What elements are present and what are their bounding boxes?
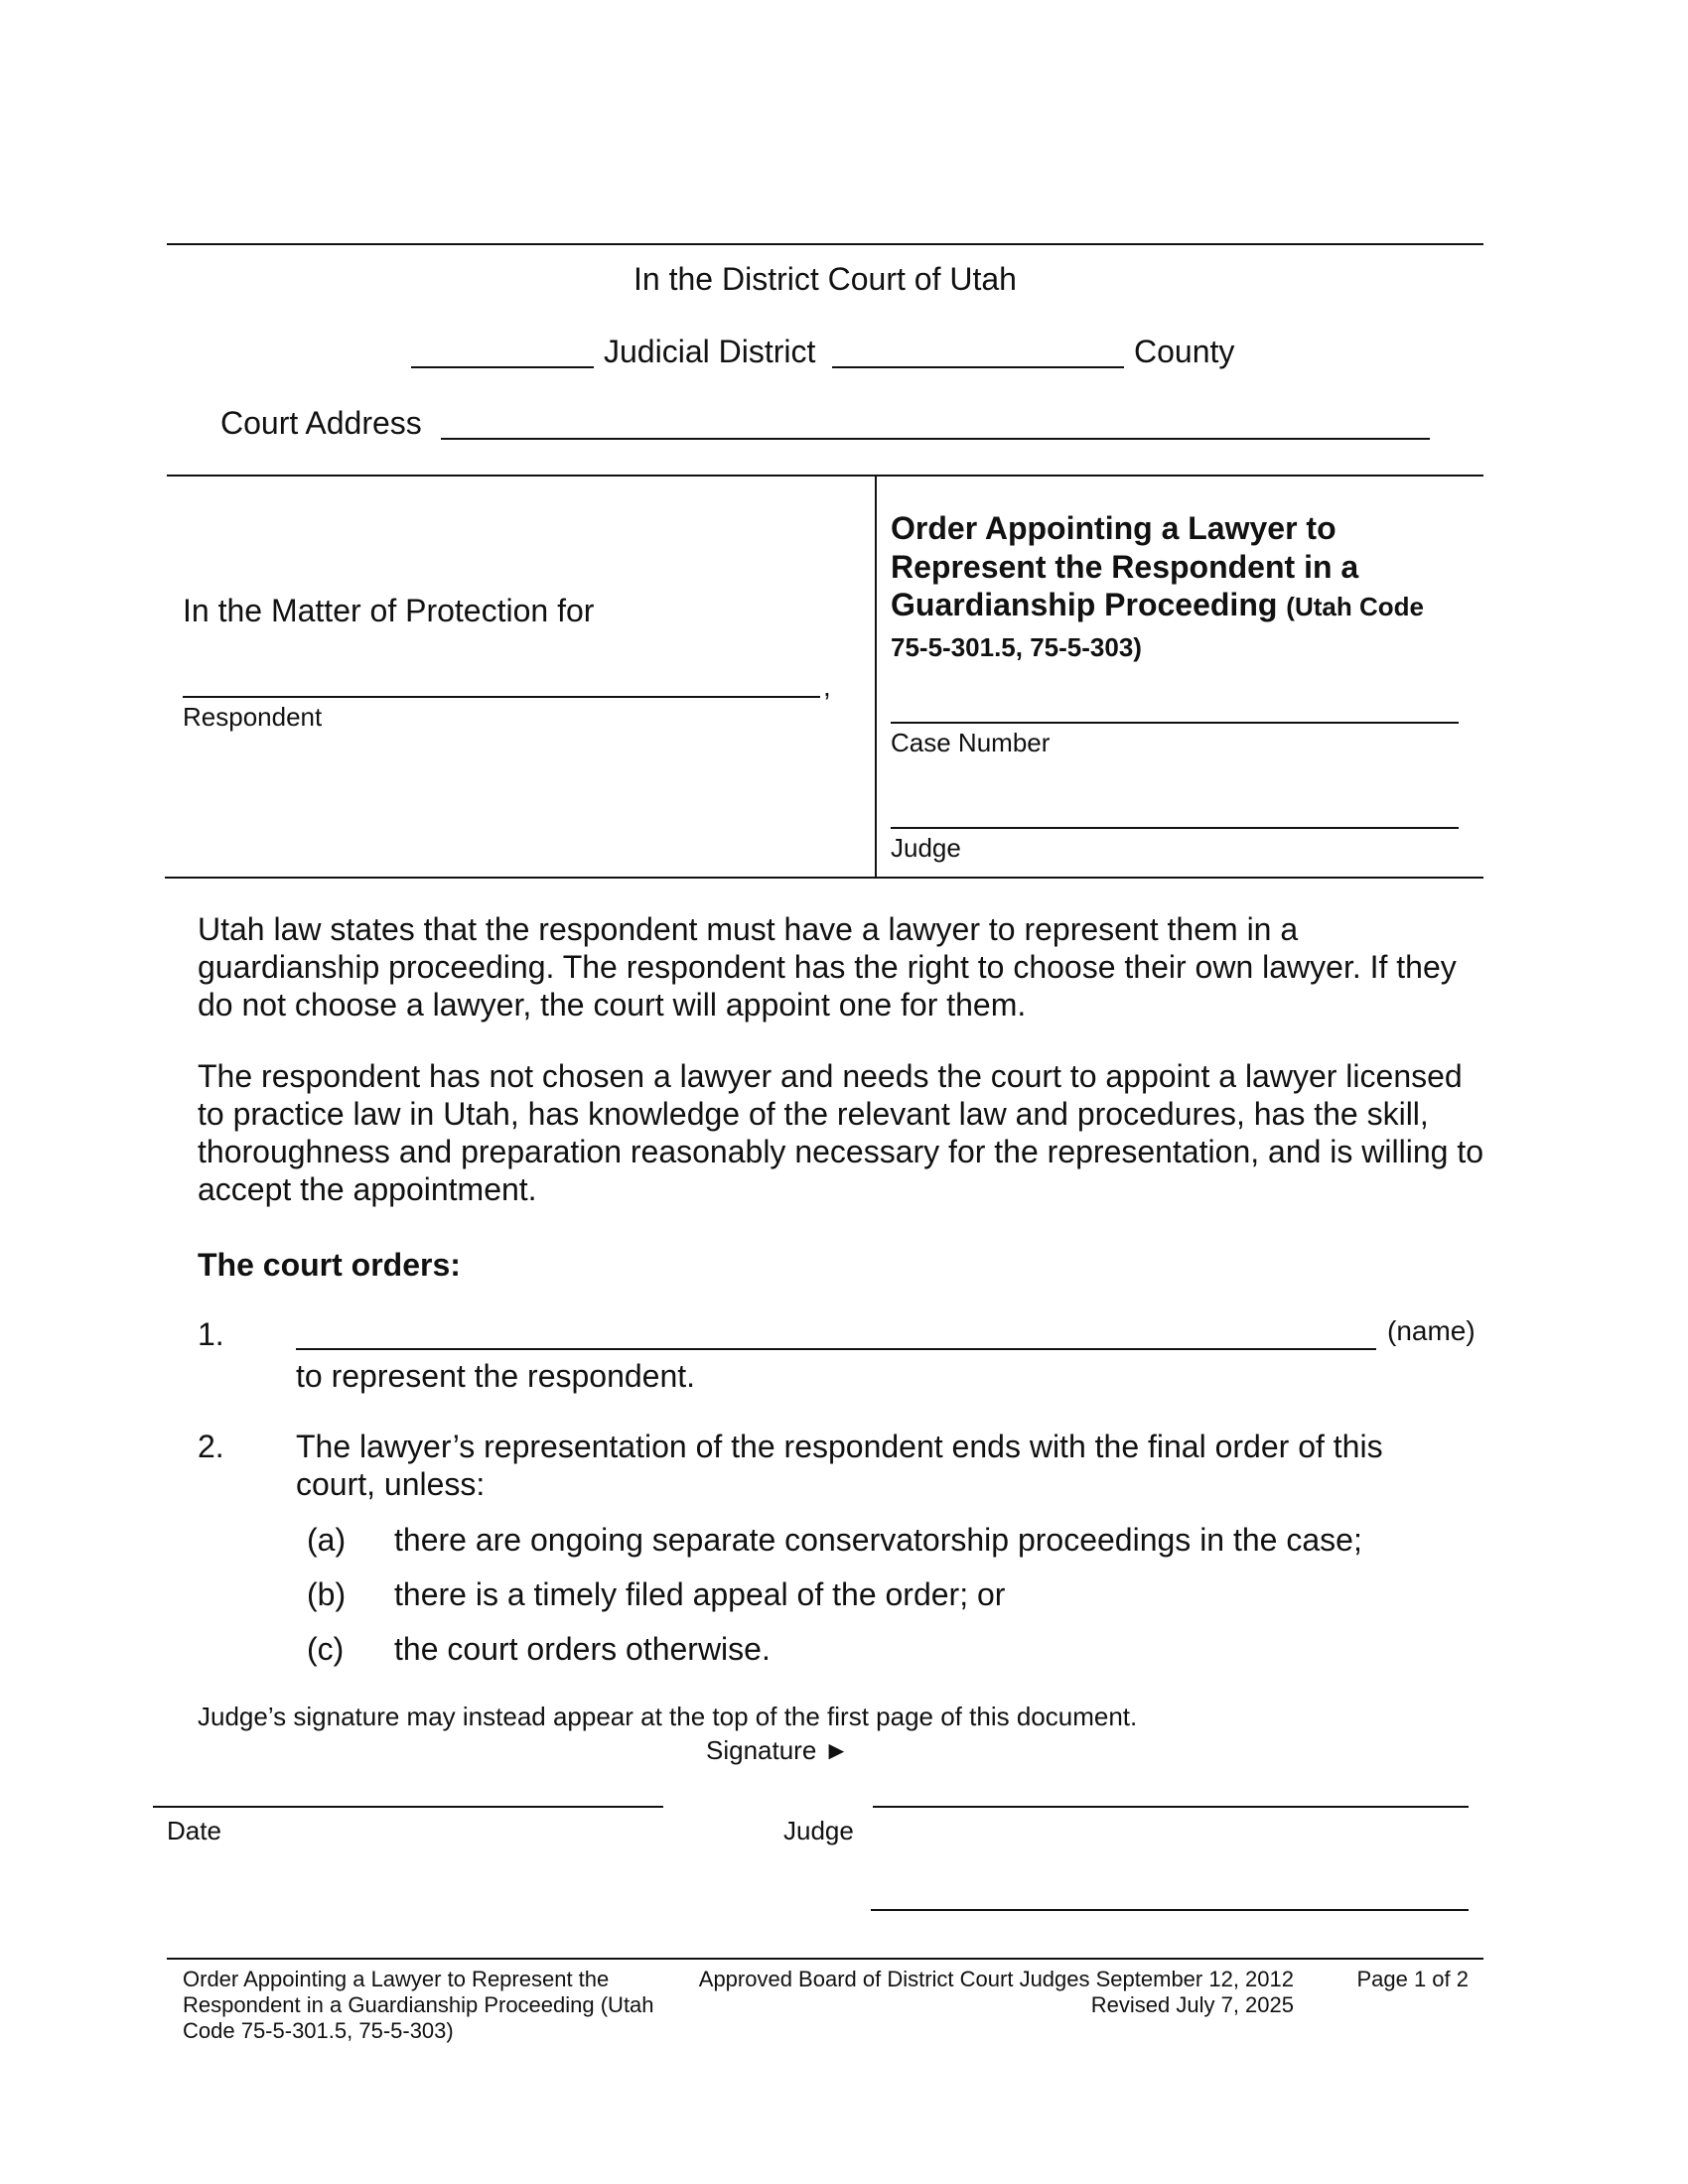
footer-rule [167, 1958, 1483, 1960]
county-field[interactable] [832, 366, 1124, 368]
case-number-label: Case Number [891, 728, 1051, 757]
intro-paragraph-1 [198, 910, 1488, 1024]
judicial-district-field[interactable] [411, 366, 594, 368]
respondent-comma: , [823, 671, 831, 702]
date-label: Date [167, 1816, 221, 1845]
judge-signature-field[interactable] [873, 1806, 1469, 1808]
judge-printed-name-field[interactable] [871, 1909, 1469, 1911]
subitem-b-text: there is a timely filed appeal of the order; or [394, 1576, 1006, 1612]
case-number-field[interactable] [891, 722, 1459, 724]
caption-judge-label: Judge [891, 833, 961, 863]
footer-approved: Approved Board of District Court Judges September 12, 2012 [698, 1967, 1294, 1991]
intro-paragraph-2-text: The respondent has not chosen a lawyer and needs the court to appoint a lawyer licensed to practice law in Utah, has knowledge of the relevant law and procedures, has the skill, thoroughness and preparation reasonably necessary for the representation, and is willing to accept the appointment. [198, 1058, 1484, 1207]
subitem-c-text: the court orders otherwise. [394, 1631, 771, 1667]
order-item-2-text: The lawyer’s representation of the respondent ends with the final order of this court, unless: [296, 1429, 1383, 1502]
county-label: County [1134, 334, 1235, 369]
signature-label: Signature ► [706, 1735, 850, 1765]
order-item-1-text: to represent the respondent. [296, 1358, 696, 1394]
court-address-field[interactable] [441, 438, 1430, 440]
subitem-b-letter: (b) [307, 1576, 347, 1612]
judge-name-field[interactable] [891, 827, 1459, 829]
signature-judge-label: Judge [783, 1816, 854, 1845]
judicial-district-label: Judicial District [604, 334, 816, 369]
orders-heading: The court orders: [198, 1247, 461, 1283]
matter-label: In the Matter of Protection for [183, 593, 595, 628]
date-field[interactable] [153, 1806, 663, 1808]
header-top-rule [167, 243, 1483, 245]
footer-page-number: Page 1 of 2 [1356, 1967, 1469, 1991]
court-name: In the District Court of Utah [633, 261, 1017, 297]
document-title-text: Order Appointing a Lawyer to Represent the Respondent in a Guardianship Proceeding [891, 510, 1359, 622]
order-item-1-number: 1. [198, 1316, 224, 1352]
order-item-2-number: 2. [198, 1429, 224, 1464]
lawyer-name-field[interactable] [296, 1348, 1376, 1350]
signature-note: Judge’s signature may instead appear at the top of the first page of this document. [198, 1702, 1138, 1731]
subitem-c-letter: (c) [307, 1631, 345, 1667]
caption-top-rule [167, 475, 1483, 477]
document-title [891, 509, 1467, 666]
caption-divider [875, 476, 877, 877]
document-title-code: (Utah Code 75-5-301.5, 75-5-303) [891, 592, 1424, 662]
intro-paragraph-2 [198, 1057, 1488, 1208]
subitem-a-letter: (a) [307, 1522, 347, 1558]
caption-bottom-rule [165, 877, 1483, 879]
court-address-label: Court Address [220, 405, 422, 441]
subitem-a-text: there are ongoing separate conservatorship proceedings in the case; [394, 1522, 1362, 1558]
lawyer-name-hint: (name) [1387, 1315, 1476, 1346]
footer-title: Order Appointing a Lawyer to Represent the Respondent in a Guardianship Proceeding (Utah Code 75-5-301.5, 75-5-303) [183, 1967, 654, 2043]
respondent-label: Respondent [183, 702, 323, 732]
intro-paragraph-1-text: Utah law states that the respondent must have a lawyer to represent them in a guardianship proceeding. The respondent has the right to choose their own lawyer. If they do not choose a lawyer, the court will appoint one for them. [198, 911, 1457, 1023]
respondent-name-field[interactable] [183, 696, 820, 698]
footer-revised: Revised July 7, 2025 [1090, 1992, 1294, 2017]
